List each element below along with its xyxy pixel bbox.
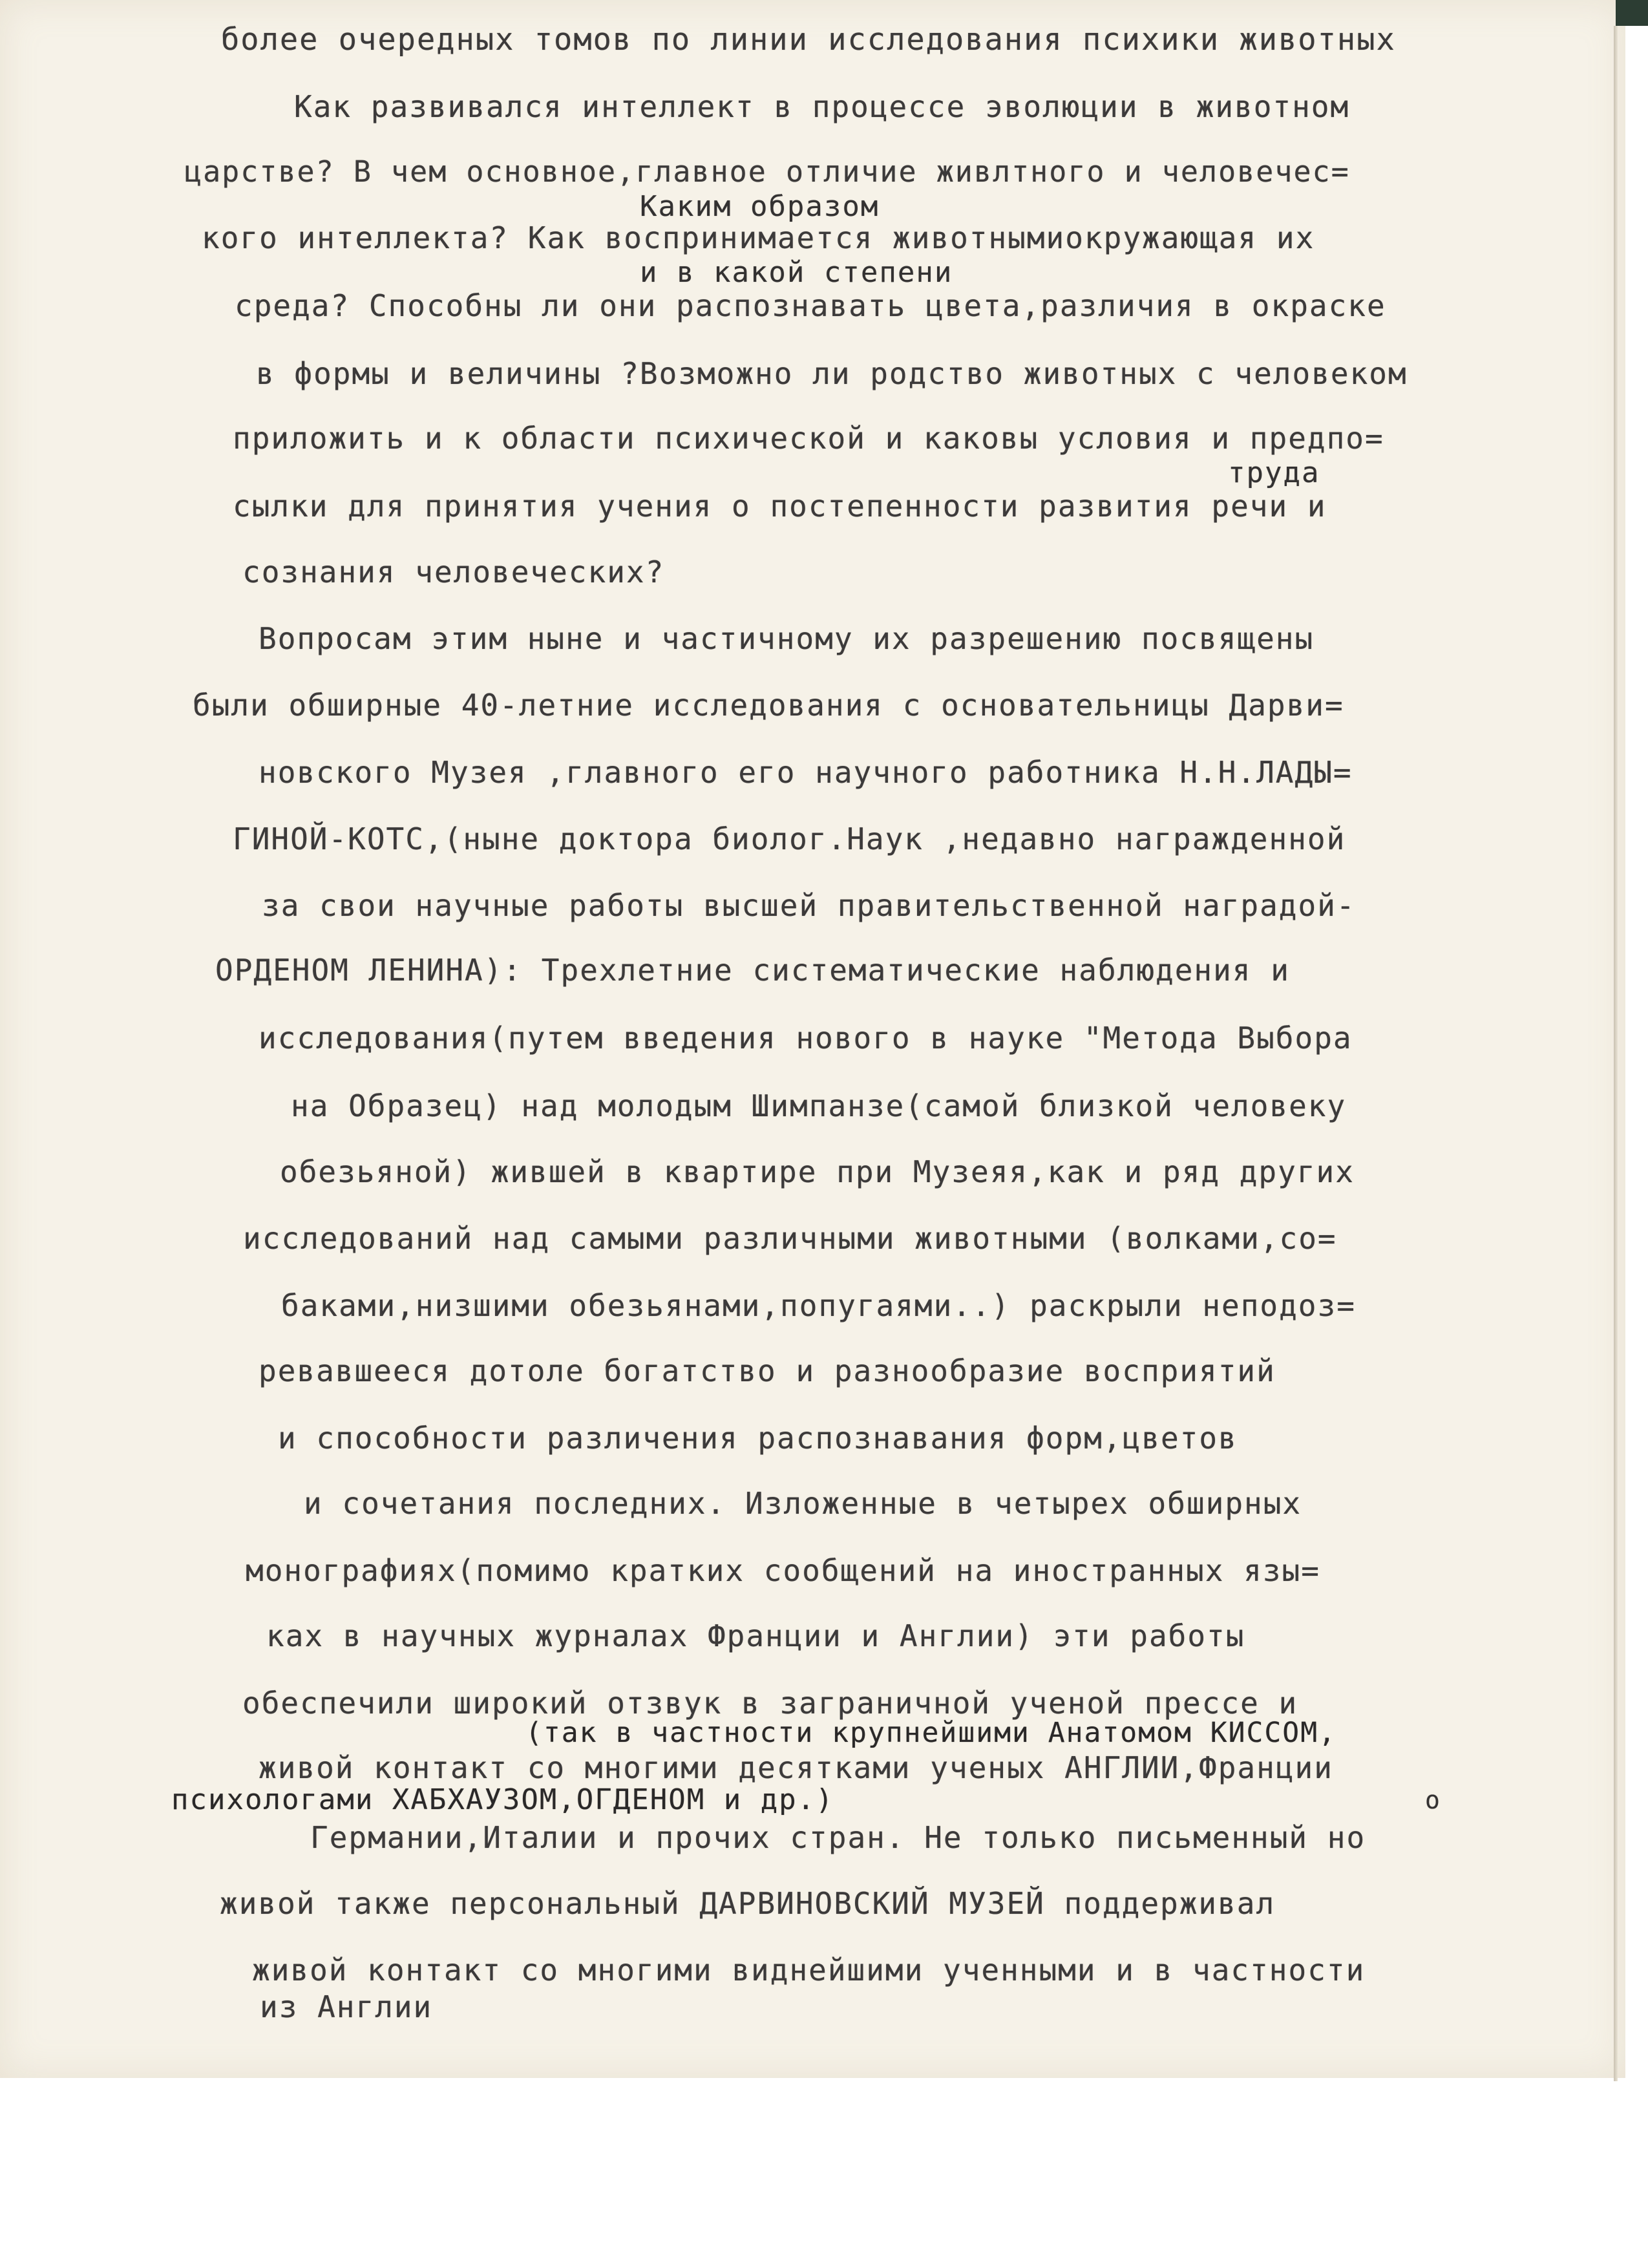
text-line: более очередных томов по линии исследования психики животных (221, 22, 1396, 58)
text-line: среда? Способны ли они распознавать цвета,различия в окраске (235, 288, 1386, 323)
text-line: обеспечили широкий отзвук в заграничной ученой прессе и (242, 1686, 1298, 1721)
inserted-text: о (1425, 1786, 1441, 1814)
text-line: на Образец) над молодым Шимпанзе(самой близкой человеку (291, 1088, 1347, 1123)
text-line: ревавшееся дотоле богатство и разнообразие восприятий (259, 1353, 1276, 1388)
text-line: исследования(путем введения нового в науке "Метода Выбора (259, 1021, 1353, 1055)
text-line: ОРДЕНОМ ЛЕНИНА): Трехлетние систематические наблюдения и (215, 953, 1290, 988)
background-edge (1616, 0, 1648, 26)
text-line: монографиях(помимо кратких сообщений на иностранных язы= (246, 1553, 1320, 1588)
text-line: приложить и к области психической и каковы условия и предпо= (233, 421, 1384, 456)
text-line: Как развивался интеллект в процессе эволюции в животном (294, 89, 1350, 124)
inserted-text: Каким образом (640, 190, 880, 223)
text-line: были обширные 40-летние исследования с основательницы Дарви= (193, 688, 1344, 723)
inserted-text: труда (1228, 456, 1320, 489)
text-line: ках в научных журналах Франции и Англии) эти работы (266, 1618, 1245, 1653)
text-line: обезьяной) жившей в квартире при Музеяя,как и ряд других (280, 1154, 1355, 1189)
text-line: Вопросам этим ныне и частичному их разрешению посвящены (259, 621, 1315, 656)
text-line: живой контакт со многими виднейшими ученными и в частности (252, 1953, 1366, 1987)
paper-edge (1614, 26, 1618, 2081)
text-line: кого интеллекта? Как воспринимается животнымиокружающая их (202, 220, 1315, 255)
text-line: живой также персональный ДАРВИНОВСКИЙ МУЗЕЙ поддерживал (220, 1886, 1276, 1921)
inserted-text: психологами ХАБХАУЗОМ,ОГДЕНОМ и др.) (171, 1783, 834, 1816)
text-line: баками,низшими обезьянами,попугаями..) раскрыли неподоз= (281, 1288, 1356, 1323)
text-line: из Англии (260, 1989, 433, 2024)
text-line: и способности различения распознавания форм,цветов (278, 1421, 1238, 1456)
text-line: за свои научные работы высшей правительственной наградой- (262, 888, 1356, 923)
text-line: в формы и величины ?Возможно ли родство животных с человеком (256, 356, 1408, 391)
inserted-text: (так в частности крупнейшими Анатомом КИССОМ, (525, 1717, 1336, 1749)
text-line: Германии,Италии и прочих стран. Не только письменный но (310, 1820, 1366, 1855)
text-line: исследований над самыми различными животными (волками,со= (243, 1221, 1337, 1256)
inserted-text: и в какой степени (640, 256, 953, 289)
text-line: царстве? В чем основное,главное отличие живлтного и человечес= (184, 154, 1350, 189)
text-line: и сочетания последних. Изложенные в четырех обширных (304, 1486, 1302, 1521)
text-line: сознания человеческих? (242, 555, 665, 589)
text-line: сылки для принятия учения о постепенности развития речи и (233, 489, 1327, 524)
text-line: живой контакт со многими десятками ученых АНГЛИИ,Франции (259, 1750, 1333, 1785)
text-line: ГИНОЙ-КОТС,(ныне доктора биолог.Наук ,недавно награжденной (233, 821, 1346, 856)
text-line: новского Музея ,главного его научного работника Н.Н.ЛАДЫ= (259, 755, 1353, 790)
